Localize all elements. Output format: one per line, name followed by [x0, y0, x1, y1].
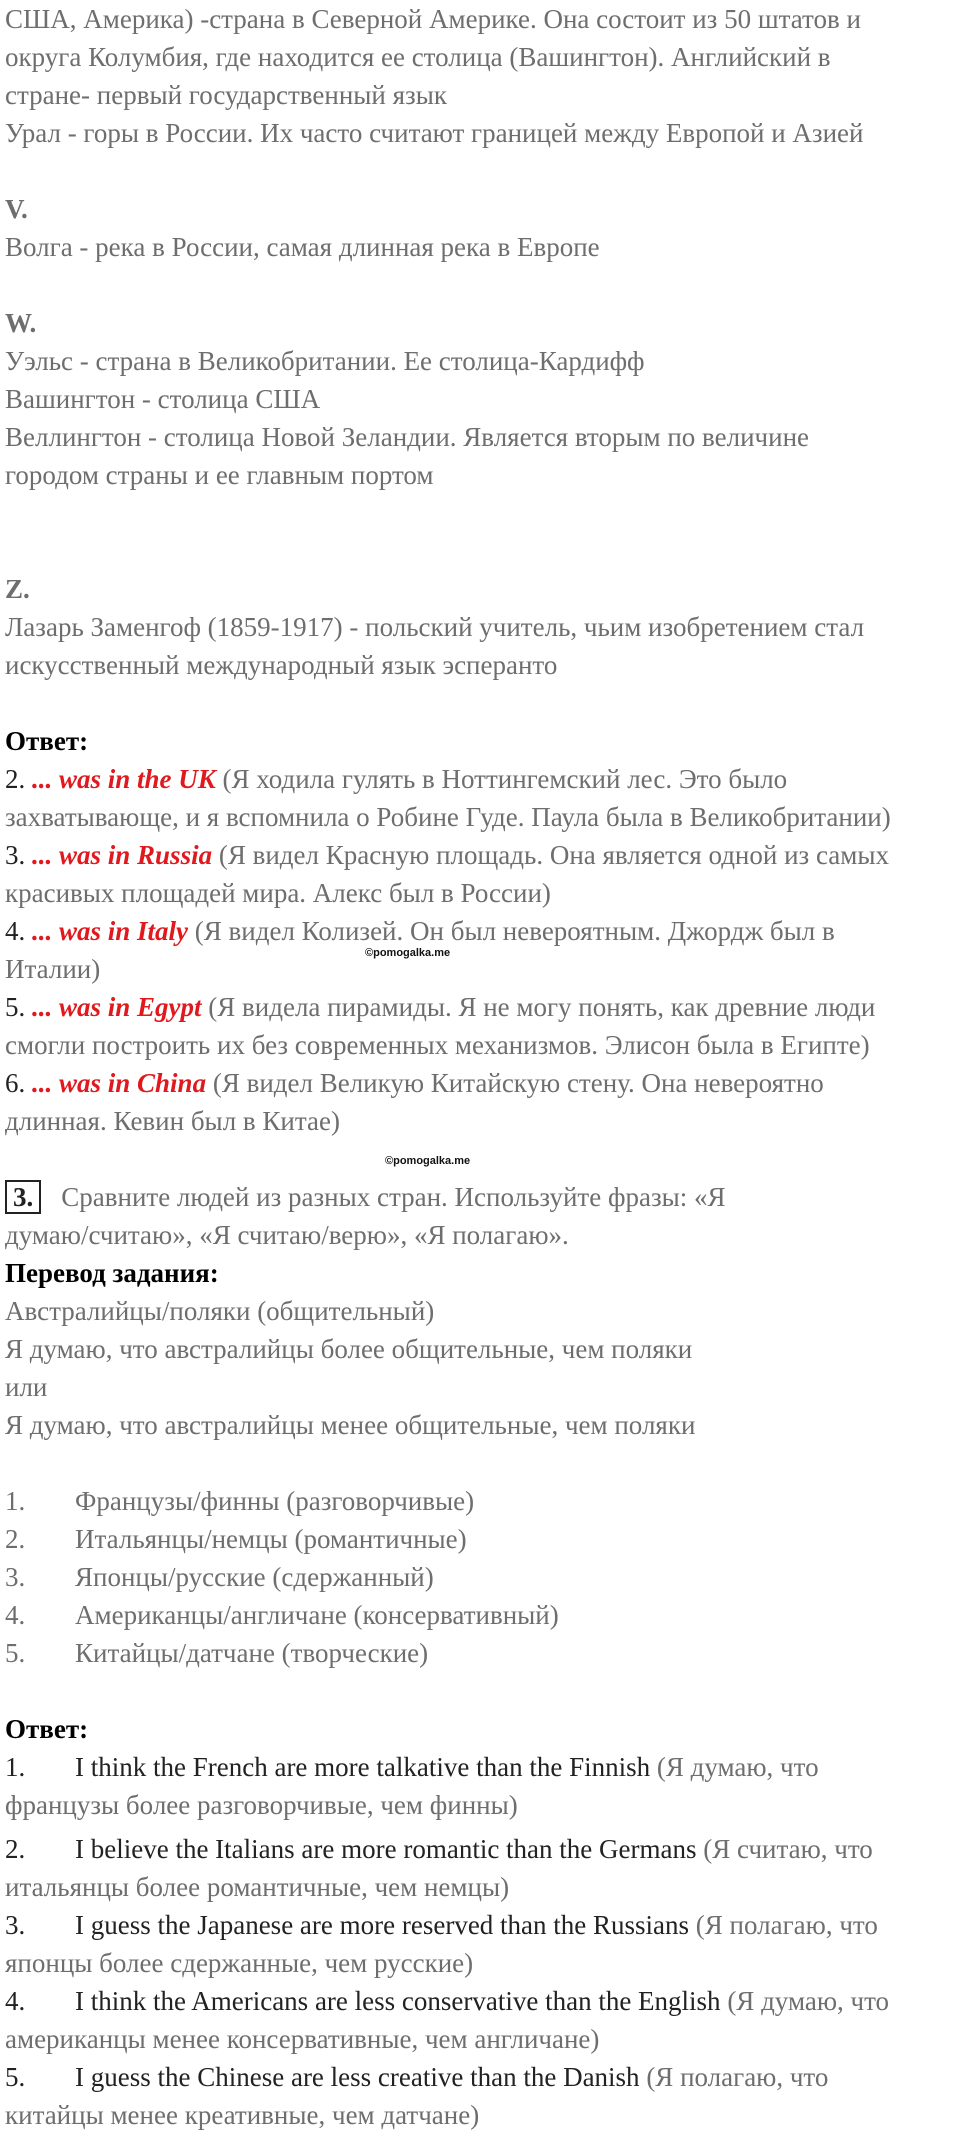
- answer-translation: (Я полагаю, что: [639, 2062, 829, 2092]
- answer-translation-cont: длинная. Кевин был в Китае): [5, 1106, 340, 1136]
- answer-translation-cont: красивых площадей мира. Алекс был в России): [5, 878, 551, 908]
- answer-block-1: [5, 722, 955, 1140]
- section-letter: V.: [5, 194, 28, 224]
- spacer: [5, 152, 955, 190]
- intro-line: Урал - горы в России. Их часто считают границей между Европой и Азией: [5, 118, 864, 148]
- list-item: [5, 1558, 955, 1596]
- answer-item: [5, 1830, 955, 1906]
- answer-translation-cont: китайцы менее креативные, чем датчане): [5, 2100, 480, 2130]
- answer-number: 2.: [5, 764, 26, 794]
- answer-translation-cont: японцы более сдержанные, чем русские): [5, 1948, 474, 1978]
- list-number: 4.: [5, 1600, 26, 1630]
- list-item: [5, 1634, 955, 1672]
- answer-item: [5, 1982, 955, 2058]
- list-text: Американцы/англичане (консервативный): [75, 1600, 559, 1630]
- answer-translation-cont: Италии): [5, 954, 101, 984]
- intro-paragraph: [5, 0, 955, 152]
- intro-line: стране- первый государственный язык: [5, 80, 447, 110]
- answer-translation: (Я видел Великую Китайскую стену. Она невероятно: [206, 1068, 824, 1098]
- answer-translation-cont: захватывающе, и я вспомнила о Робине Гуде. Паула была в Великобритании): [5, 802, 891, 832]
- answer-translation-cont: итальянцы более романтичные, чем немцы): [5, 1872, 510, 1902]
- answer-translation-cont: смогли построить их без современных механизмов. Элисон была в Египте): [5, 1030, 870, 1060]
- answer-item: [5, 760, 955, 836]
- section-w: [5, 304, 955, 494]
- answer-item: [5, 836, 955, 912]
- answer-number: 5.: [5, 2062, 26, 2092]
- answer-translation: (Я полагаю, что: [689, 1910, 878, 1940]
- answer-number: 3.: [5, 840, 26, 870]
- list-text: Французы/финны (разговорчивые): [75, 1486, 475, 1516]
- list-text: Итальянцы/немцы (романтичные): [75, 1524, 467, 1554]
- section-line: Уэльс - страна в Великобритании. Ее столица-Кардифф: [5, 346, 645, 376]
- answer-block-2: [5, 1710, 955, 2134]
- answer-number: 4.: [5, 1986, 26, 2016]
- answer-highlight: ... was in the UK: [32, 764, 216, 794]
- watermark: ©pomogalka.me: [385, 1155, 471, 1167]
- section-line: Вашингтон - столица США: [5, 384, 321, 414]
- answer-translation-cont: французы более разговорчивые, чем финны): [5, 1790, 518, 1820]
- answer-highlight: ... was in Russia: [32, 840, 213, 870]
- answer-translation: (Я думаю, что: [650, 1752, 819, 1782]
- answer-item: [5, 1906, 955, 1982]
- list-item: [5, 1482, 955, 1520]
- list-text: Японцы/русские (сдержанный): [75, 1562, 434, 1592]
- section-line: Лазарь Заменгоф (1859-1917) - польский учитель, чьим изобретением стал: [5, 612, 865, 642]
- list-number: 2.: [5, 1524, 26, 1554]
- answer-translation: (Я видел Красную площадь. Она является одной из самых: [212, 840, 889, 870]
- document-page: [5, 0, 955, 2134]
- example-line: Я думаю, что австралийцы менее общительные, чем поляки: [5, 1410, 696, 1440]
- answer-number: 4.: [5, 916, 26, 946]
- answer-highlight: ... was in Egypt: [32, 992, 202, 1022]
- list-item: [5, 1520, 955, 1558]
- task-number-box: 3.: [5, 1180, 41, 1214]
- example-line: или: [5, 1372, 48, 1402]
- section-z: [5, 570, 955, 684]
- task-text-cont: думаю/считаю», «Я считаю/верю», «Я полагаю».: [5, 1220, 569, 1250]
- answer-translation: (Я видел Колизей. Он был невероятным. Джордж был в: [188, 916, 835, 946]
- answer-number: 5.: [5, 992, 26, 1022]
- answer-item: [5, 988, 955, 1064]
- watermark: ©pomogalka.me: [365, 947, 451, 959]
- section-letter: Z.: [5, 574, 30, 604]
- intro-line: США, Америка) -страна в Северной Америке. Она состоит из 50 штатов и: [5, 4, 861, 34]
- spacer: [5, 1444, 955, 1482]
- spacer: [5, 494, 955, 570]
- answer-english: I guess the Chinese are less creative than the Danish: [75, 2062, 640, 2092]
- spacer: [5, 1672, 955, 1710]
- answer-english: I guess the Japanese are more reserved than the Russians: [75, 1910, 690, 1940]
- list-number: 3.: [5, 1562, 26, 1592]
- intro-line: округа Колумбия, где находится ее столица (Вашингтон). Английский в: [5, 42, 831, 72]
- answer-translation-cont: американцы менее консервативные, чем англичане): [5, 2024, 600, 2054]
- answer-label: Ответ:: [5, 726, 89, 756]
- task-3: [5, 1178, 955, 1672]
- answer-translation: (Я видела пирамиды. Я не могу понять, как древние люди: [201, 992, 876, 1022]
- section-line: Веллингтон - столица Новой Зеландии. Является вторым по величине: [5, 422, 810, 452]
- answer-number: 3.: [5, 1910, 26, 1940]
- answer-highlight: ... was in China: [32, 1068, 207, 1098]
- answer-item: [5, 1748, 955, 1824]
- answer-item: [5, 1064, 955, 1140]
- answer-highlight: ... was in Italy: [32, 916, 189, 946]
- translation-label: Перевод задания:: [5, 1258, 219, 1288]
- answer-translation: (Я считаю, что: [696, 1834, 873, 1864]
- list-item: [5, 1596, 955, 1634]
- answer-number: 6.: [5, 1068, 26, 1098]
- answer-label: Ответ:: [5, 1714, 89, 1744]
- task-text: Сравните людей из разных стран. Используйте фразы: «Я: [61, 1182, 726, 1212]
- spacer: [5, 684, 955, 722]
- answer-english: I think the French are more talkative than the Finnish: [75, 1752, 651, 1782]
- section-line: Волга - река в России, самая длинная река в Европе: [5, 232, 600, 262]
- answer-number: 2.: [5, 1834, 26, 1864]
- answer-number: 1.: [5, 1752, 26, 1782]
- spacer: [5, 1140, 955, 1178]
- answer-english: I believe the Italians are more romantic than the Germans: [75, 1834, 697, 1864]
- answer-translation: (Я ходила гулять в Ноттингемский лес. Это было: [215, 764, 788, 794]
- example-line: Австралийцы/поляки (общительный): [5, 1296, 435, 1326]
- section-line: городом страны и ее главным портом: [5, 460, 434, 490]
- section-line: искусственный международный язык эсперанто: [5, 650, 558, 680]
- answer-item: [5, 2058, 955, 2134]
- list-number: 1.: [5, 1486, 26, 1516]
- section-v: [5, 190, 955, 266]
- answer-english: I think the Americans are less conservative than the English: [75, 1986, 721, 2016]
- spacer: [5, 266, 955, 304]
- list-number: 5.: [5, 1638, 26, 1668]
- answer-translation: (Я думаю, что: [720, 1986, 890, 2016]
- answer-item: [5, 912, 955, 988]
- section-letter: W.: [5, 308, 37, 338]
- example-line: Я думаю, что австралийцы более общительные, чем поляки: [5, 1334, 693, 1364]
- list-text: Китайцы/датчане (творческие): [75, 1638, 429, 1668]
